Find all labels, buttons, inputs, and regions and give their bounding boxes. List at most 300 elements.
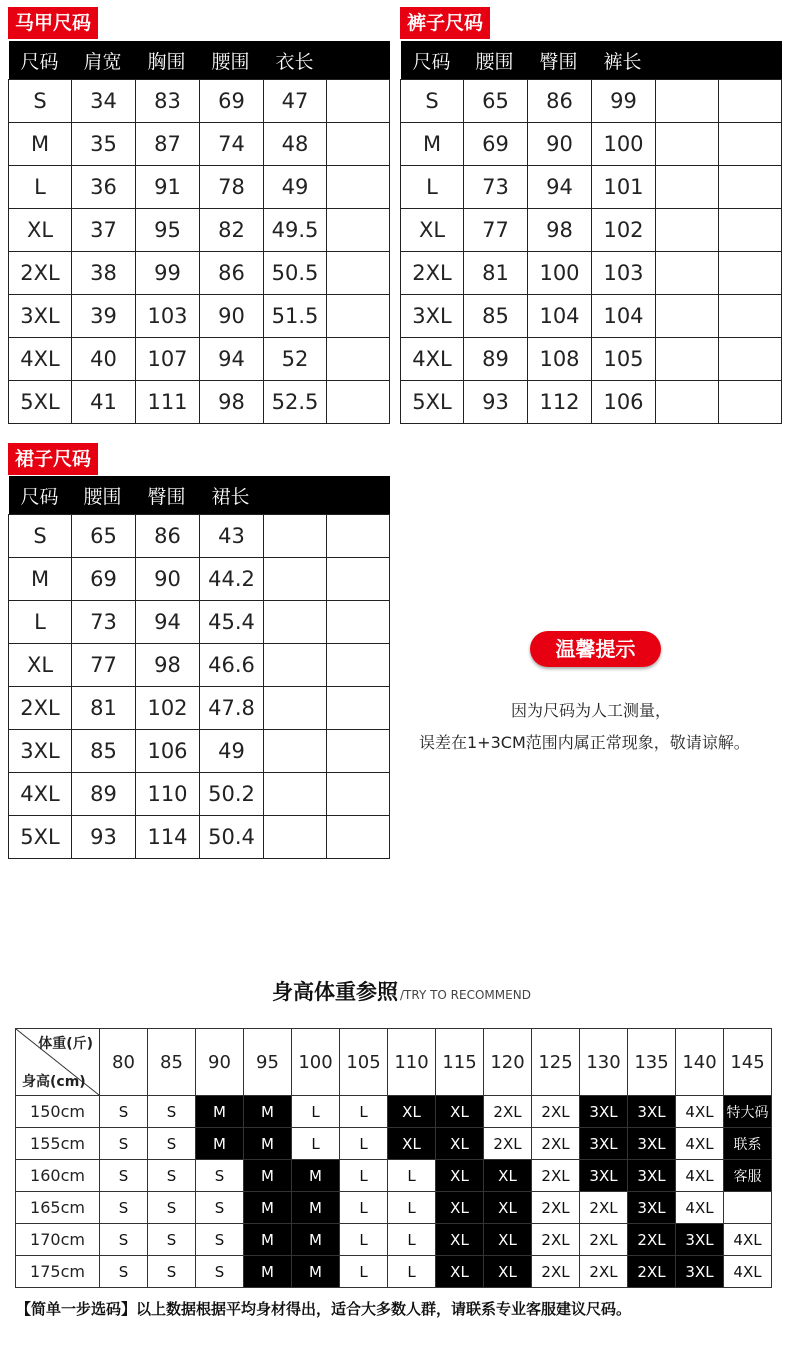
size-cell: M bbox=[196, 1128, 244, 1160]
size-cell: XL bbox=[436, 1128, 484, 1160]
vest-cell: 41 bbox=[72, 381, 136, 424]
size-cell: 3XL bbox=[628, 1128, 676, 1160]
skirt-cell: 49 bbox=[200, 730, 264, 773]
warm-tip-badge: 温馨提示 bbox=[530, 631, 661, 667]
pants-cell bbox=[719, 80, 782, 123]
vest-cell: 37 bbox=[72, 209, 136, 252]
pants-cell: 65 bbox=[464, 80, 528, 123]
pants-cell bbox=[656, 123, 719, 166]
vest-cell: 91 bbox=[136, 166, 200, 209]
reference-title-main: 身高体重参照 bbox=[272, 980, 398, 1004]
size-cell: 4XL bbox=[676, 1096, 724, 1128]
skirt-cell bbox=[264, 558, 327, 601]
skirt-cell bbox=[264, 644, 327, 687]
skirt-cell bbox=[327, 515, 390, 558]
size-cell: S bbox=[100, 1160, 148, 1192]
skirt-cell bbox=[327, 730, 390, 773]
weight-header-cell: 135 bbox=[628, 1029, 676, 1096]
table-row bbox=[9, 558, 390, 601]
vest-cell: 34 bbox=[72, 80, 136, 123]
vest-cell: 39 bbox=[72, 295, 136, 338]
height-cell: 160cm bbox=[16, 1160, 100, 1192]
size-cell: XL bbox=[484, 1224, 532, 1256]
table-row bbox=[9, 687, 390, 730]
size-cell: 4XL bbox=[676, 1160, 724, 1192]
pants-cell: 77 bbox=[464, 209, 528, 252]
table-row bbox=[9, 515, 390, 558]
vest-cell: 95 bbox=[136, 209, 200, 252]
skirt-cell bbox=[264, 816, 327, 859]
table-row bbox=[9, 601, 390, 644]
size-cell: 2XL bbox=[580, 1192, 628, 1224]
pants-cell: 2XL bbox=[401, 252, 464, 295]
vest-header-cell: 腰围 bbox=[200, 41, 264, 80]
vest-header-cell bbox=[327, 41, 390, 80]
vest-cell: 103 bbox=[136, 295, 200, 338]
vest-cell: 94 bbox=[200, 338, 264, 381]
table-row bbox=[401, 381, 782, 424]
pants-header-cell: 腰围 bbox=[464, 41, 528, 80]
pants-header-cell: 尺码 bbox=[401, 41, 464, 80]
vest-cell: 5XL bbox=[9, 381, 72, 424]
pants-cell: 100 bbox=[528, 252, 592, 295]
size-cell: L bbox=[340, 1096, 388, 1128]
pants-cell: 85 bbox=[464, 295, 528, 338]
size-cell: XL bbox=[436, 1160, 484, 1192]
pants-cell: 108 bbox=[528, 338, 592, 381]
table-row bbox=[9, 123, 390, 166]
height-cell: 175cm bbox=[16, 1256, 100, 1288]
table-row bbox=[401, 338, 782, 381]
pants-cell: 69 bbox=[464, 123, 528, 166]
skirt-cell: 65 bbox=[72, 515, 136, 558]
skirt-cell: 2XL bbox=[9, 687, 72, 730]
size-cell: S bbox=[148, 1224, 196, 1256]
size-cell: S bbox=[148, 1256, 196, 1288]
pants-cell: 94 bbox=[528, 166, 592, 209]
pants-cell: 103 bbox=[592, 252, 656, 295]
size-cell: S bbox=[196, 1256, 244, 1288]
size-cell: 2XL bbox=[580, 1256, 628, 1288]
vest-cell: 107 bbox=[136, 338, 200, 381]
skirt-cell bbox=[264, 601, 327, 644]
height-weight-table bbox=[15, 1028, 772, 1288]
vest-cell: 52 bbox=[264, 338, 327, 381]
size-cell: XL bbox=[436, 1096, 484, 1128]
size-cell: S bbox=[196, 1192, 244, 1224]
table-row bbox=[9, 166, 390, 209]
skirt-cell bbox=[327, 558, 390, 601]
size-cell bbox=[724, 1192, 772, 1224]
pants-cell: 4XL bbox=[401, 338, 464, 381]
size-cell: M bbox=[244, 1128, 292, 1160]
pants-size-table bbox=[400, 41, 782, 424]
vest-cell bbox=[327, 338, 390, 381]
pants-header-cell: 裤长 bbox=[592, 41, 656, 80]
size-cell: S bbox=[100, 1128, 148, 1160]
pants-cell bbox=[656, 80, 719, 123]
size-cell: M bbox=[244, 1160, 292, 1192]
vest-cell: 86 bbox=[200, 252, 264, 295]
pants-cell: 104 bbox=[592, 295, 656, 338]
reference-title-sub: /TRY TO RECOMMEND bbox=[400, 988, 531, 1002]
size-cell: 2XL bbox=[532, 1256, 580, 1288]
pants-cell bbox=[719, 209, 782, 252]
weight-header-cell: 120 bbox=[484, 1029, 532, 1096]
skirt-cell bbox=[327, 644, 390, 687]
pants-cell: 3XL bbox=[401, 295, 464, 338]
size-cell: 2XL bbox=[628, 1256, 676, 1288]
size-cell: 2XL bbox=[532, 1160, 580, 1192]
size-cell: 3XL bbox=[580, 1160, 628, 1192]
size-cell: 2XL bbox=[532, 1224, 580, 1256]
weight-header-cell: 105 bbox=[340, 1029, 388, 1096]
pants-cell: 105 bbox=[592, 338, 656, 381]
vest-cell: 50.5 bbox=[264, 252, 327, 295]
weight-header-cell: 125 bbox=[532, 1029, 580, 1096]
pants-header-cell: 臀围 bbox=[528, 41, 592, 80]
skirt-cell: 81 bbox=[72, 687, 136, 730]
table-row bbox=[9, 644, 390, 687]
size-cell: S bbox=[100, 1256, 148, 1288]
bottom-note: 【简单一步选码】以上数据根据平均身材得出，适合大多数人群，请联系专业客服建议尺码。 bbox=[16, 1300, 632, 1318]
size-cell: L bbox=[340, 1224, 388, 1256]
pants-cell: 5XL bbox=[401, 381, 464, 424]
vest-cell: 51.5 bbox=[264, 295, 327, 338]
size-cell: L bbox=[388, 1160, 436, 1192]
height-cell: 155cm bbox=[16, 1128, 100, 1160]
table-row bbox=[9, 252, 390, 295]
height-cell: 170cm bbox=[16, 1224, 100, 1256]
pants-cell bbox=[719, 338, 782, 381]
tip-line-1: 因为尺码为人工测量， bbox=[511, 701, 672, 720]
skirt-cell: 46.6 bbox=[200, 644, 264, 687]
size-cell: XL bbox=[484, 1160, 532, 1192]
pants-header-row bbox=[401, 41, 782, 80]
weight-header-cell: 130 bbox=[580, 1029, 628, 1096]
skirt-cell: 89 bbox=[72, 773, 136, 816]
size-cell: S bbox=[148, 1160, 196, 1192]
height-cell: 150cm bbox=[16, 1096, 100, 1128]
pants-header-cell bbox=[719, 41, 782, 80]
pants-cell: XL bbox=[401, 209, 464, 252]
size-cell: M bbox=[292, 1160, 340, 1192]
pants-cell bbox=[719, 295, 782, 338]
pants-cell: 112 bbox=[528, 381, 592, 424]
skirt-cell: 5XL bbox=[9, 816, 72, 859]
vest-cell: 40 bbox=[72, 338, 136, 381]
height-axis-label: 身高(cm) bbox=[22, 1074, 86, 1090]
table-row bbox=[9, 730, 390, 773]
size-cell: M bbox=[196, 1096, 244, 1128]
vest-cell: 90 bbox=[200, 295, 264, 338]
skirt-cell: 85 bbox=[72, 730, 136, 773]
vest-cell: 3XL bbox=[9, 295, 72, 338]
skirt-cell bbox=[327, 687, 390, 730]
vest-cell: 49.5 bbox=[264, 209, 327, 252]
pants-cell: 93 bbox=[464, 381, 528, 424]
size-cell: 4XL bbox=[676, 1128, 724, 1160]
vest-cell: 99 bbox=[136, 252, 200, 295]
size-cell: M bbox=[244, 1224, 292, 1256]
vest-cell: 4XL bbox=[9, 338, 72, 381]
skirt-size-tag: 裙子尺码 bbox=[8, 443, 98, 475]
skirt-cell: 86 bbox=[136, 515, 200, 558]
pants-cell: S bbox=[401, 80, 464, 123]
size-cell: S bbox=[196, 1224, 244, 1256]
skirt-header-row bbox=[9, 476, 390, 515]
size-cell: 2XL bbox=[580, 1224, 628, 1256]
weight-header-cell: 145 bbox=[724, 1029, 772, 1096]
table-row bbox=[9, 773, 390, 816]
skirt-cell: 43 bbox=[200, 515, 264, 558]
special-size-cell: 联系 bbox=[724, 1128, 772, 1160]
pants-cell bbox=[719, 381, 782, 424]
vest-cell bbox=[327, 252, 390, 295]
pants-cell bbox=[719, 252, 782, 295]
skirt-cell: 50.2 bbox=[200, 773, 264, 816]
reference-title bbox=[272, 976, 531, 1006]
weight-header-cell: 90 bbox=[196, 1029, 244, 1096]
size-cell: L bbox=[340, 1192, 388, 1224]
size-cell: XL bbox=[436, 1192, 484, 1224]
size-cell: L bbox=[340, 1128, 388, 1160]
skirt-cell: 93 bbox=[72, 816, 136, 859]
size-cell: S bbox=[100, 1224, 148, 1256]
pants-cell bbox=[656, 338, 719, 381]
vest-cell: 2XL bbox=[9, 252, 72, 295]
size-cell: XL bbox=[436, 1256, 484, 1288]
table-row bbox=[401, 295, 782, 338]
table-row bbox=[401, 80, 782, 123]
skirt-cell: 50.4 bbox=[200, 816, 264, 859]
skirt-cell: XL bbox=[9, 644, 72, 687]
skirt-cell: 77 bbox=[72, 644, 136, 687]
vest-header-cell: 尺码 bbox=[9, 41, 72, 80]
size-cell: XL bbox=[484, 1256, 532, 1288]
size-cell: S bbox=[100, 1192, 148, 1224]
vest-cell: L bbox=[9, 166, 72, 209]
vest-cell bbox=[327, 123, 390, 166]
size-cell: 2XL bbox=[532, 1192, 580, 1224]
pants-cell bbox=[656, 381, 719, 424]
size-cell: 2XL bbox=[484, 1096, 532, 1128]
pants-cell: 99 bbox=[592, 80, 656, 123]
pants-header-cell bbox=[656, 41, 719, 80]
vest-cell bbox=[327, 209, 390, 252]
table-row bbox=[401, 166, 782, 209]
table-row bbox=[9, 816, 390, 859]
table-row bbox=[9, 338, 390, 381]
vest-cell: 35 bbox=[72, 123, 136, 166]
table-row bbox=[401, 252, 782, 295]
skirt-cell: 110 bbox=[136, 773, 200, 816]
table-row bbox=[16, 1192, 772, 1224]
table-row bbox=[9, 80, 390, 123]
weight-header-cell: 110 bbox=[388, 1029, 436, 1096]
vest-cell bbox=[327, 295, 390, 338]
pants-cell: L bbox=[401, 166, 464, 209]
table-row bbox=[9, 381, 390, 424]
pants-cell: 90 bbox=[528, 123, 592, 166]
weight-header-row bbox=[16, 1029, 772, 1096]
skirt-cell: 90 bbox=[136, 558, 200, 601]
skirt-cell: L bbox=[9, 601, 72, 644]
table-row bbox=[9, 209, 390, 252]
size-cell: M bbox=[292, 1192, 340, 1224]
size-cell: M bbox=[292, 1256, 340, 1288]
height-cell: 165cm bbox=[16, 1192, 100, 1224]
pants-cell bbox=[656, 295, 719, 338]
vest-cell: 48 bbox=[264, 123, 327, 166]
size-cell: XL bbox=[388, 1128, 436, 1160]
size-cell: S bbox=[196, 1160, 244, 1192]
size-cell: L bbox=[340, 1256, 388, 1288]
size-cell: 3XL bbox=[580, 1128, 628, 1160]
skirt-header-cell: 腰围 bbox=[72, 476, 136, 515]
vest-cell: S bbox=[9, 80, 72, 123]
tip-line-2: 误差在1+3CM范围内属正常现象，敬请谅解。 bbox=[419, 733, 750, 752]
pants-cell: 86 bbox=[528, 80, 592, 123]
skirt-header-cell: 尺码 bbox=[9, 476, 72, 515]
table-row bbox=[401, 123, 782, 166]
pants-cell: 101 bbox=[592, 166, 656, 209]
weight-header-cell: 115 bbox=[436, 1029, 484, 1096]
special-size-cell: 特大码 bbox=[724, 1096, 772, 1128]
table-row bbox=[16, 1128, 772, 1160]
pants-cell: 89 bbox=[464, 338, 528, 381]
vest-cell: 83 bbox=[136, 80, 200, 123]
weight-header-cell: 85 bbox=[148, 1029, 196, 1096]
pants-cell: 73 bbox=[464, 166, 528, 209]
vest-cell: 98 bbox=[200, 381, 264, 424]
size-cell: 4XL bbox=[724, 1256, 772, 1288]
skirt-cell: S bbox=[9, 515, 72, 558]
size-cell: 3XL bbox=[628, 1096, 676, 1128]
vest-cell: M bbox=[9, 123, 72, 166]
skirt-cell bbox=[327, 773, 390, 816]
skirt-cell: 45.4 bbox=[200, 601, 264, 644]
size-cell: S bbox=[100, 1096, 148, 1128]
vest-header-cell: 肩宽 bbox=[72, 41, 136, 80]
skirt-cell: 114 bbox=[136, 816, 200, 859]
special-size-cell: 客服 bbox=[724, 1160, 772, 1192]
skirt-cell bbox=[264, 730, 327, 773]
vest-cell: 74 bbox=[200, 123, 264, 166]
skirt-header-cell bbox=[327, 476, 390, 515]
skirt-cell: 3XL bbox=[9, 730, 72, 773]
vest-cell: 82 bbox=[200, 209, 264, 252]
size-cell: L bbox=[340, 1160, 388, 1192]
skirt-header-cell: 臀围 bbox=[136, 476, 200, 515]
skirt-cell: 69 bbox=[72, 558, 136, 601]
size-cell: 4XL bbox=[676, 1192, 724, 1224]
size-cell: 2XL bbox=[628, 1224, 676, 1256]
weight-axis-label: 体重(斤) bbox=[38, 1036, 93, 1052]
skirt-header-cell bbox=[264, 476, 327, 515]
pants-cell bbox=[719, 166, 782, 209]
size-cell: M bbox=[292, 1224, 340, 1256]
table-row bbox=[16, 1160, 772, 1192]
table-row bbox=[9, 295, 390, 338]
vest-cell: 52.5 bbox=[264, 381, 327, 424]
skirt-cell: 98 bbox=[136, 644, 200, 687]
size-cell: XL bbox=[436, 1224, 484, 1256]
skirt-header-cell: 裙长 bbox=[200, 476, 264, 515]
skirt-cell bbox=[264, 515, 327, 558]
pants-cell bbox=[719, 123, 782, 166]
weight-header-cell: 95 bbox=[244, 1029, 292, 1096]
size-cell: 3XL bbox=[676, 1256, 724, 1288]
size-cell: 2XL bbox=[532, 1096, 580, 1128]
vest-header-cell: 衣长 bbox=[264, 41, 327, 80]
vest-size-tag: 马甲尺码 bbox=[8, 7, 98, 39]
pants-cell: 100 bbox=[592, 123, 656, 166]
pants-cell bbox=[656, 252, 719, 295]
pants-cell: 104 bbox=[528, 295, 592, 338]
vest-cell: 36 bbox=[72, 166, 136, 209]
size-cell: 2XL bbox=[532, 1128, 580, 1160]
vest-cell bbox=[327, 381, 390, 424]
size-cell: 3XL bbox=[676, 1224, 724, 1256]
skirt-cell: 47.8 bbox=[200, 687, 264, 730]
size-cell: L bbox=[292, 1128, 340, 1160]
skirt-cell: 73 bbox=[72, 601, 136, 644]
size-cell: L bbox=[388, 1224, 436, 1256]
diagonal-header-cell bbox=[16, 1029, 100, 1096]
size-cell: 3XL bbox=[628, 1192, 676, 1224]
vest-cell: 78 bbox=[200, 166, 264, 209]
vest-cell: 47 bbox=[264, 80, 327, 123]
vest-cell bbox=[327, 80, 390, 123]
vest-size-table bbox=[8, 41, 390, 424]
weight-header-cell: 80 bbox=[100, 1029, 148, 1096]
size-cell: XL bbox=[388, 1096, 436, 1128]
size-cell: 3XL bbox=[580, 1096, 628, 1128]
vest-cell: XL bbox=[9, 209, 72, 252]
vest-cell: 111 bbox=[136, 381, 200, 424]
table-row bbox=[16, 1096, 772, 1128]
size-cell: 4XL bbox=[724, 1224, 772, 1256]
skirt-cell bbox=[264, 687, 327, 730]
pants-cell bbox=[656, 166, 719, 209]
skirt-cell: 4XL bbox=[9, 773, 72, 816]
pants-cell: 81 bbox=[464, 252, 528, 295]
vest-header-cell: 胸围 bbox=[136, 41, 200, 80]
skirt-cell: 44.2 bbox=[200, 558, 264, 601]
pants-size-tag: 裤子尺码 bbox=[400, 7, 490, 39]
weight-header-cell: 100 bbox=[292, 1029, 340, 1096]
size-cell: L bbox=[388, 1256, 436, 1288]
skirt-cell: 106 bbox=[136, 730, 200, 773]
vest-header-row bbox=[9, 41, 390, 80]
vest-cell: 49 bbox=[264, 166, 327, 209]
size-cell: M bbox=[244, 1192, 292, 1224]
size-cell: S bbox=[148, 1128, 196, 1160]
size-cell: L bbox=[292, 1096, 340, 1128]
skirt-cell bbox=[327, 816, 390, 859]
pants-cell: 102 bbox=[592, 209, 656, 252]
skirt-size-table bbox=[8, 476, 390, 859]
table-row bbox=[16, 1224, 772, 1256]
vest-cell: 69 bbox=[200, 80, 264, 123]
vest-cell: 38 bbox=[72, 252, 136, 295]
pants-cell: M bbox=[401, 123, 464, 166]
weight-header-cell: 140 bbox=[676, 1029, 724, 1096]
size-cell: M bbox=[244, 1256, 292, 1288]
pants-cell: 98 bbox=[528, 209, 592, 252]
skirt-cell bbox=[327, 601, 390, 644]
